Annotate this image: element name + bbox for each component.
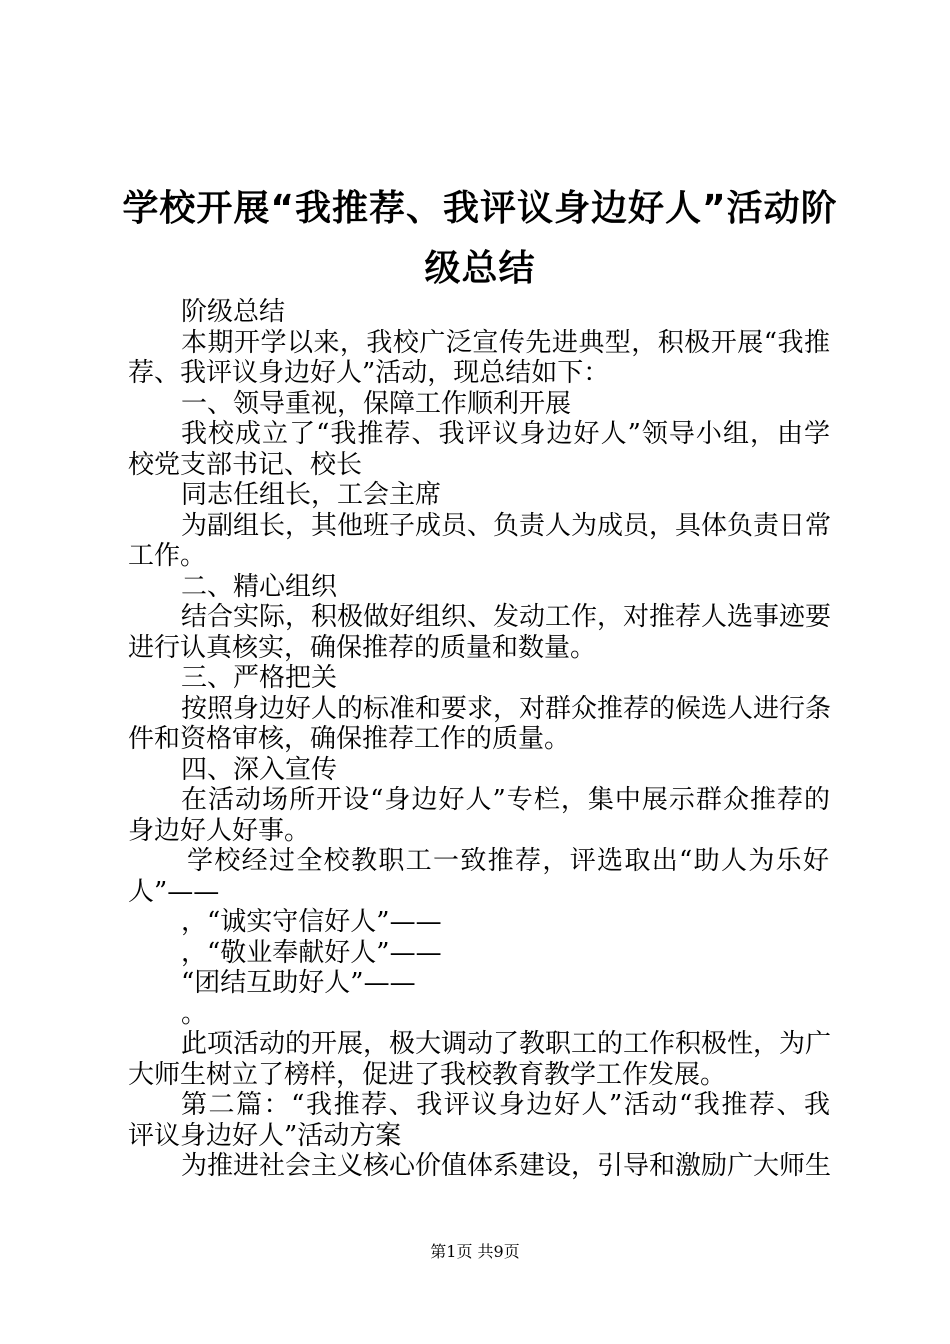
text-line [0,602,950,633]
text-line-content: 荐、我评议身边好人”活动，现总结如下： [128,358,610,388]
text-line-content: 为副组长，其他班子成员、负责人为成员，具体负责日常 [181,510,832,541]
text-line-content: 一、领导重视，保障工作顺利开展 [181,388,572,419]
text-line-content: 结合实际，积极做好组织、发动工作，对推荐人选事迹要 [181,602,832,632]
text-line [0,907,950,938]
text-line-content: 四、深入宣传 [181,754,338,785]
text-line [0,877,950,908]
text-line-content: 学校经过全校教职工一致推荐，评选取出“助人为乐好 [187,846,829,876]
text-line [0,724,950,755]
text-line-content: ，“敬业奉献好人”—— [181,937,442,968]
text-line-content: 三、严格把关 [181,663,338,693]
text-line [0,297,950,328]
text-line-content: 按照身边好人的标准和要求，对群众推荐的候选人进行条 [181,693,832,724]
text-line-content: 评议身边好人”活动方案 [128,1120,402,1151]
text-line [0,633,950,664]
text-line [0,419,950,450]
text-line [0,1060,950,1091]
text-line-content: 为推进社会主义核心价值体系建设，引导和激励广大师生 [181,1151,832,1181]
document-body [0,297,950,1182]
text-line [0,511,950,542]
text-line-content: 二、精心组织 [181,571,338,602]
text-line [0,999,950,1030]
text-line [0,1121,950,1152]
text-line-content: 身边好人好事。 [128,815,311,846]
text-line [0,663,950,694]
text-line-content: 人”—— [128,876,220,907]
text-line [0,846,950,877]
text-line-content: “团结互助好人”—— [181,968,416,998]
text-line [0,450,950,481]
text-line-content: 本期开学以来，我校广泛宣传先进典型，积极开展“我推 [181,327,830,358]
text-line-content: 进行认真核实，确保推荐的质量和数量。 [128,632,597,663]
document-title-line-2: 级总结 [424,248,536,289]
text-line [0,480,950,511]
text-line [0,389,950,420]
text-line-content: 我校成立了“我推荐、我评议身边好人”领导小组，由学 [181,419,830,449]
text-line-content: 此项活动的开展，极大调动了教职工的工作积极性，为广 [181,1029,832,1059]
text-line [0,1090,950,1121]
text-line-content: 第二篇：“我推荐、我评议身边好人”活动“我推荐、我 [181,1090,830,1120]
text-line [0,1151,950,1182]
text-line [0,358,950,389]
text-line-content: 件和资格审核，确保推荐工作的质量。 [128,724,571,754]
text-line [0,755,950,786]
text-line-content: 在活动场所开设“身边好人”专栏，集中展示群众推荐的 [181,785,830,815]
text-line [0,938,950,969]
text-line-content: 。 [181,998,208,1029]
text-line [0,1029,950,1060]
text-line [0,816,950,847]
text-line-content: 大师生树立了榜样，促进了我校教育教学工作发展。 [128,1059,727,1090]
text-line-content: 校党支部书记、校长 [128,449,363,480]
text-line-content: 阶级总结 [181,297,286,327]
text-line [0,328,950,359]
text-line [0,694,950,725]
text-line-content: 同志任组长，工会主席 [181,480,442,510]
page-footer: 第1页 共9页 [430,1242,520,1261]
text-line [0,572,950,603]
text-line-content: ，“诚实守信好人”—— [181,907,442,937]
text-line-content: 工作。 [128,541,207,571]
text-line [0,785,950,816]
document-title-line-1: 学校开展“我推荐、我评议身边好人”活动阶 [122,188,838,229]
text-line [0,968,950,999]
text-line [0,541,950,572]
